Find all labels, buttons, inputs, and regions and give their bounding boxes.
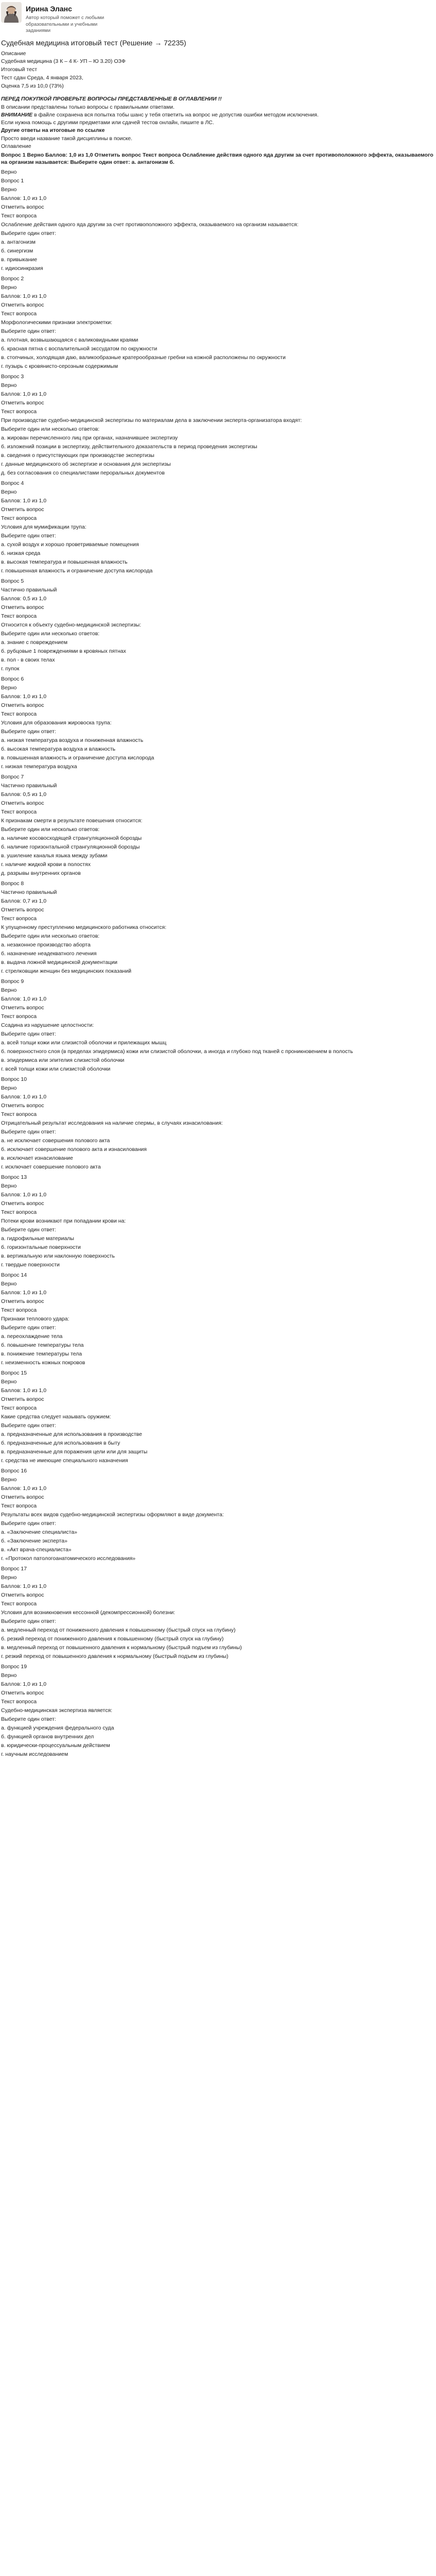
question-line: а. гидрофильные материалы xyxy=(1,1235,74,1242)
question-line: Баллов: 1,0 из 1,0 xyxy=(1,995,47,1002)
question-line: Выберите один ответ: xyxy=(1,230,56,236)
question-line: Выберите один ответ: xyxy=(1,1716,56,1722)
question-line: Верно xyxy=(1,168,17,175)
question-line: Вопрос 4 xyxy=(1,480,24,486)
question-line: Текст вопроса xyxy=(1,212,37,219)
question-line: Выберите один ответ: xyxy=(1,1128,56,1135)
question-line: Выберите один ответ: xyxy=(1,532,56,539)
question-line: Баллов: 0,5 из 1,0 xyxy=(1,791,47,798)
question-line: Баллов: 1,0 из 1,0 xyxy=(1,391,47,397)
question-line: б. исключает совершение полового акта и изнасилования xyxy=(1,1146,147,1153)
question-block xyxy=(1,1663,435,1759)
question-line: а. антагонизм xyxy=(1,239,36,245)
question-line: Вопрос 2 xyxy=(1,275,24,282)
question-line: д. разрывы внутренних органов xyxy=(1,870,81,876)
question-line: Выберите один ответ: xyxy=(1,1324,56,1331)
meta-line: Судебная медицина (3 К – 4 К- УП – Ю 3.20) ОЗФ xyxy=(1,58,126,65)
author-info xyxy=(26,2,116,34)
question-line: б. наличие горизонтальной странгуляционной борозды xyxy=(1,843,140,850)
author-header xyxy=(1,1,435,37)
question-line: Ослабление действия одного яда другим за счет противоположного эффекта, оказываемого на организм называется: xyxy=(1,221,299,228)
question-line: а. функцией учреждения федерального суда xyxy=(1,1724,114,1731)
question-line: в. повышенная влажность и ограничение доступа кислорода xyxy=(1,754,154,761)
question-line: а. незаконное производство аборта xyxy=(1,941,91,948)
question-line: б. низкая среда xyxy=(1,550,41,556)
question-line: в. высокая температура и повышенная влажность xyxy=(1,558,128,565)
question-line: б. красная пятна с воспалительной экссудатом по окружности xyxy=(1,345,158,352)
question-block xyxy=(1,577,435,673)
question-line: Баллов: 1,0 из 1,0 xyxy=(1,1681,47,1687)
question-line: д. без согласования со специалистами пероральных документов xyxy=(1,469,165,476)
question-line: Вопрос 8 xyxy=(1,880,24,887)
question-line: г. стрелковщии женщин без медицинских показаний xyxy=(1,968,132,974)
question-line: Результаты всех видов судебно-медицинской экспертизы оформляют в виде документа: xyxy=(1,1511,224,1518)
question-block xyxy=(1,675,435,771)
question-line: Текст вопроса xyxy=(1,808,37,815)
question-line: Вопрос 3 xyxy=(1,373,24,380)
question-line: в. привыкание xyxy=(1,256,38,263)
question-line[interactable]: Отметить вопрос xyxy=(1,1591,44,1598)
question-line: Вопрос 7 xyxy=(1,773,24,780)
question-line: Верно xyxy=(1,1476,17,1483)
question-line: б. назначение неадекватного лечения xyxy=(1,950,97,957)
question-line[interactable]: Отметить вопрос xyxy=(1,1004,44,1011)
question-line: Текст вопроса xyxy=(1,310,37,317)
first-question-header: Вопрос 1 Верно Баллов: 1,0 из 1,0 Отметить вопрос Текст вопроса Ослабление действия одного яда другим за счет противоположного эффекта, оказываемого на организм называется: Выберите один ответ: а. антагонизм б. xyxy=(1,151,433,166)
question-line: б. изложений позиции в экспертизу, действительного доказательств в период проведения экспертизы xyxy=(1,443,257,450)
help-hint: Если нужна помощь с другими предметами или сдачей тестов онлайн, пишите в ЛС. xyxy=(1,120,214,126)
question-line[interactable]: Отметить вопрос xyxy=(1,800,44,806)
question-line: а. не исключает совершения полового акта xyxy=(1,1137,110,1144)
question-line: Верно xyxy=(1,284,17,291)
question-line: г. всей толщи кожи или слизистой оболочки xyxy=(1,1065,111,1072)
question-line[interactable]: Отметить вопрос xyxy=(1,399,44,406)
question-line: в. юридически-процессуальным действием xyxy=(1,1742,110,1749)
question-line: Выберите один ответ: xyxy=(1,1030,56,1037)
question-line[interactable]: Отметить вопрос xyxy=(1,1689,44,1696)
question-line: г. твердые поверхности xyxy=(1,1261,60,1268)
question-line: Ссадина из нарушение целостности: xyxy=(1,1022,94,1028)
question-line: в. исключает изнасилование xyxy=(1,1155,73,1161)
question-line: Верно xyxy=(1,684,17,691)
question-line: Текст вопроса xyxy=(1,408,37,415)
question-line: б. высокая температура воздуха и влажность xyxy=(1,745,116,752)
document-title: Судебная медицина итоговый тест (Решение → 72235) xyxy=(1,39,186,47)
question-line: Верно xyxy=(1,1672,17,1679)
question-line: в. ушиление каналья языка между зубами xyxy=(1,852,108,859)
question-line: в. предназначенные для поражения цели или для защиты xyxy=(1,1448,148,1455)
question-line: Верно xyxy=(1,1280,17,1287)
question-line: Баллов: 1,0 из 1,0 xyxy=(1,293,47,299)
question-line: а. медленный переход от пониженного давления к повышенному (быстрый спуск на глубину) xyxy=(1,1626,236,1633)
question-line: Вопрос 14 xyxy=(1,1272,27,1278)
question-line: г. неизменность кожных покровов xyxy=(1,1359,85,1366)
question-line: г. резкий переход от повышенного давления к нормальному (быстрый подъем из глубины) xyxy=(1,1653,229,1659)
question-line[interactable]: Отметить вопрос xyxy=(1,702,44,708)
meta-line: Описание xyxy=(1,50,26,57)
question-line: Баллов: 1,0 из 1,0 xyxy=(1,1485,47,1492)
attention-paragraph xyxy=(1,111,435,119)
question-line: Верно xyxy=(1,987,17,993)
question-line: а. плотная, возвышающаяся с валиковидными краями xyxy=(1,336,138,343)
document-meta xyxy=(1,50,435,91)
question-line: Вопрос 13 xyxy=(1,1174,27,1180)
question-line: Текст вопроса xyxy=(1,1600,37,1607)
question-line: а. «Заключение специалиста» xyxy=(1,1529,78,1535)
question-line[interactable]: Отметить вопрос xyxy=(1,204,44,210)
question-line: а. знание с повреждением xyxy=(1,639,68,646)
author-description: Автор который поможет с любыми образовательными и учебными заданиями xyxy=(26,15,104,33)
question-line: г. данные медицинского об экспертизе и основания для экспертизы xyxy=(1,461,171,467)
question-line: г. низкая температура воздуха xyxy=(1,763,77,770)
question-line: г. идиосинкразия xyxy=(1,265,43,272)
question-line: Баллов: 1,0 из 1,0 xyxy=(1,1191,47,1198)
question-line: Текст вопроса xyxy=(1,1404,37,1411)
question-line: б. горизонтальные поверхности xyxy=(1,1244,81,1250)
question-line: г. наличие жидкой крови в полостях xyxy=(1,861,91,868)
question-line: Текст вопроса xyxy=(1,1111,37,1117)
question-block xyxy=(1,1075,435,1172)
question-line: Какие средства следует называть оружием: xyxy=(1,1413,111,1420)
question-line: б. синергизм xyxy=(1,247,33,254)
question-line: Баллов: 0,5 из 1,0 xyxy=(1,595,47,602)
question-line: в. пол - в своих телах xyxy=(1,656,55,663)
question-line: Баллов: 0,7 из 1,0 xyxy=(1,897,47,904)
question-line: а. наличие косовосходящей странгуляционной борозды xyxy=(1,835,142,841)
question-line: г. средства не имеющие специального назначения xyxy=(1,1457,128,1464)
question-line: Вопрос 15 xyxy=(1,1369,27,1376)
question-line: Вопрос 17 xyxy=(1,1565,27,1572)
question-line: Выберите один ответ: xyxy=(1,728,56,735)
other-answers-link[interactable]: Другие ответы на итоговые по ссылке xyxy=(1,127,105,134)
question-line[interactable]: Отметить вопрос xyxy=(1,1298,44,1304)
question-line[interactable]: Отметить вопрос xyxy=(1,1494,44,1500)
meta-line: Итоговый тест xyxy=(1,66,38,73)
question-line: Выберите один или несколько ответов: xyxy=(1,630,100,637)
question-line: Текст вопроса xyxy=(1,1307,37,1313)
question-block xyxy=(1,1271,435,1367)
question-line: Признаки теплового удара: xyxy=(1,1315,69,1322)
question-line: Текст вопроса xyxy=(1,1698,37,1705)
question-block xyxy=(1,1173,435,1269)
question-block xyxy=(1,168,435,273)
meta-line: Оценка 7,5 из 10,0 (73%) xyxy=(1,82,64,89)
question-line: Выберите один ответ: xyxy=(1,1520,56,1527)
question-block xyxy=(1,1467,435,1563)
question-block xyxy=(1,1369,435,1465)
question-line: Баллов: 1,0 из 1,0 xyxy=(1,497,47,504)
question-line: К упущенному преступлению медицинского работника относится: xyxy=(1,924,167,930)
question-line: б. поверхностного слоя (в пределах эпидермиса) кожи или слизистой оболочки, а иногда и глубоко под тканей с проникновением в полость xyxy=(1,1048,353,1055)
question-line: Текст вопроса xyxy=(1,710,37,717)
question-line: Выберите один ответ: xyxy=(1,1422,56,1429)
question-line: б. рубцовые 1 повреждениями в кровяных пятнах xyxy=(1,648,126,654)
question-line: в. понижение температуры тела xyxy=(1,1350,82,1357)
question-line: Выберите один ответ: xyxy=(1,328,56,334)
question-line: в. медленный переход от повышенного давления к нормальному (быстрый подъем из глубины) xyxy=(1,1644,242,1651)
toc-label: Оглавление xyxy=(1,143,31,149)
question-line: Относится к объекту судебно-медицинской экспертизы: xyxy=(1,621,142,628)
question-block xyxy=(1,773,435,878)
question-line: Частично правильный xyxy=(1,782,57,789)
question-line: Верно xyxy=(1,1182,17,1189)
question-line: а. низкая температура воздуха и пониженная влажность xyxy=(1,737,144,743)
question-line: Вопрос 6 xyxy=(1,675,24,682)
question-line[interactable]: Отметить вопрос xyxy=(1,1200,44,1207)
question-block xyxy=(1,479,435,575)
question-line: Баллов: 1,0 из 1,0 xyxy=(1,1289,47,1296)
question-line: Вопрос 5 xyxy=(1,578,24,584)
question-line: г. пупок xyxy=(1,665,20,672)
question-line: г. исключает совершение полового акта xyxy=(1,1163,101,1170)
question-line: Вопрос 10 xyxy=(1,1076,27,1082)
question-line: При производстве судебно-медицинской экспертизы по материалам дела в заключении эксперта-организатора входят: xyxy=(1,417,302,423)
question-line: в. вертикальную или наклонную поверхность xyxy=(1,1252,115,1259)
question-block xyxy=(1,275,435,371)
question-line: Условия для образования жировоска трупа: xyxy=(1,719,112,726)
question-line: Баллов: 1,0 из 1,0 xyxy=(1,195,47,201)
question-line: Текст вопроса xyxy=(1,613,37,619)
question-line: Выберите один или несколько ответов: xyxy=(1,826,100,833)
question-line: Вопрос 19 xyxy=(1,1663,27,1670)
question-line: К признакам смерти в результате повешения относится: xyxy=(1,817,143,824)
question-line: а. всей толщи кожи или слизистой оболочки и прилежащих мышц xyxy=(1,1039,167,1046)
question-line: г. научным исследованием xyxy=(1,1751,68,1757)
question-line: Верно xyxy=(1,488,17,495)
question-line: в. сведения о присутствующих при производстве экспертизы xyxy=(1,452,154,459)
author-name[interactable]: Ирина Эланс xyxy=(26,5,72,13)
question-line[interactable]: Отметить вопрос xyxy=(1,1396,44,1402)
question-line: Текст вопроса xyxy=(1,1013,37,1020)
question-line: Баллов: 1,0 из 1,0 xyxy=(1,1093,47,1100)
question-line: Выберите один или несколько ответов: xyxy=(1,426,100,432)
question-block xyxy=(1,1565,435,1661)
question-line: Выберите один ответ: xyxy=(1,1226,56,1233)
question-line: в. эпидермиса или эпителия слизистой оболочки xyxy=(1,1057,125,1063)
question-line: Потеки крови возникают при попадании крови на: xyxy=(1,1217,126,1224)
question-line: Текст вопроса xyxy=(1,1209,37,1215)
question-line: Выберите один ответ: xyxy=(1,1618,56,1624)
meta-line: Тест сдан Среда, 4 января 2023, xyxy=(1,74,83,81)
question-line: в. «Акт врача-специалиста» xyxy=(1,1546,72,1553)
question-line: Баллов: 1,0 из 1,0 xyxy=(1,693,47,700)
question-line[interactable]: Отметить вопрос xyxy=(1,506,44,513)
question-block xyxy=(1,372,435,478)
question-line: г. пузырь с кровянисто-серозным содержимым xyxy=(1,363,118,369)
question-line: Морфологическими признаки электрометки: xyxy=(1,319,112,326)
question-line: Вопрос 1 xyxy=(1,177,24,184)
question-line: г. повышенная влажность и ограничение доступа кислорода xyxy=(1,567,153,574)
question-line: Верно xyxy=(1,1574,17,1581)
question-line: Верно xyxy=(1,186,17,193)
attention-text: в файле сохранена вся попытка тобы шанс у тебя ответить на вопрос не допустив ошибки методом исключения. xyxy=(32,111,319,118)
question-line: а. сухой воздух и хорошо проветриваемые помещения xyxy=(1,541,139,548)
question-line: Выберите один или несколько ответов: xyxy=(1,933,100,939)
question-line: б. повышение температуры тела xyxy=(1,1342,84,1348)
attention-label: ВНИМАНИЕ xyxy=(1,111,33,118)
question-line: б. «Заключение эксперта» xyxy=(1,1537,67,1544)
question-line: Верно xyxy=(1,1084,17,1091)
question-line: Текст вопроса xyxy=(1,1502,37,1509)
question-line: б. функцией органов внутренних дел xyxy=(1,1733,94,1740)
cut-hint: Просто введи название такой дисциплины в поиске. xyxy=(1,135,133,142)
question-line: Судебно-медицинская экспертиза является: xyxy=(1,1707,113,1714)
question-line: б. резкий переход от пониженного давления к повышенному (быстрый спуск на глубину) xyxy=(1,1635,224,1642)
question-line: б. предназначенные для использования в быту xyxy=(1,1439,120,1446)
question-line: Верно xyxy=(1,1378,17,1385)
question-line: Верно xyxy=(1,382,17,388)
question-block xyxy=(1,977,435,1074)
question-line[interactable]: Отметить вопрос xyxy=(1,906,44,913)
question-line: а. переохлаждение тела xyxy=(1,1333,63,1340)
question-line: Условия для возникновения кессонной (декомпрессионной) болезни: xyxy=(1,1609,176,1616)
question-line[interactable]: Отметить вопрос xyxy=(1,604,44,611)
question-line: Баллов: 1,0 из 1,0 xyxy=(1,1583,47,1589)
question-line[interactable]: Отметить вопрос xyxy=(1,1102,44,1109)
question-line: Вопрос 9 xyxy=(1,978,24,985)
question-line: Текст вопроса xyxy=(1,915,37,922)
question-line: Условия для мумификации трупа: xyxy=(1,523,86,530)
questions-list xyxy=(1,168,435,1759)
question-line[interactable]: Отметить вопрос xyxy=(1,301,44,308)
question-line: Отрицательный результат исследования на наличие спермы, в случаях изнасилования: xyxy=(1,1120,223,1126)
question-line: в. выдача ложной медицинской документации xyxy=(1,959,117,965)
intro-text: В описании представлены только вопросы с правильными ответами. xyxy=(1,104,175,110)
notice-before-buy: ПЕРЕД ПОКУПКОЙ ПРОВЕРЬТЕ ВОПРОСЫ ПРЕДСТАВЛЕННЫЕ В ОГЛАВЛЕНИИ !! xyxy=(1,96,222,103)
question-line: Текст вопроса xyxy=(1,515,37,521)
question-line: Баллов: 1,0 из 1,0 xyxy=(1,1387,47,1394)
question-line: в. стопчиных, холодящая даю, валикообразные кратерообразные гребни на кожной расположены по окружности xyxy=(1,354,286,361)
avatar-image xyxy=(1,2,22,23)
question-line: Вопрос 16 xyxy=(1,1467,27,1474)
question-line: а. жирован перечисленного лиц при органах, назначившее экспертизу xyxy=(1,434,178,441)
question-line: г. «Протокол патологоанатомического исследования» xyxy=(1,1555,136,1562)
question-line: а. предназначенные для использования в производстве xyxy=(1,1431,142,1437)
author-avatar[interactable] xyxy=(1,2,22,23)
question-line: Частично правильный xyxy=(1,889,57,895)
question-block xyxy=(1,879,435,976)
question-line: Частично правильный xyxy=(1,586,57,593)
